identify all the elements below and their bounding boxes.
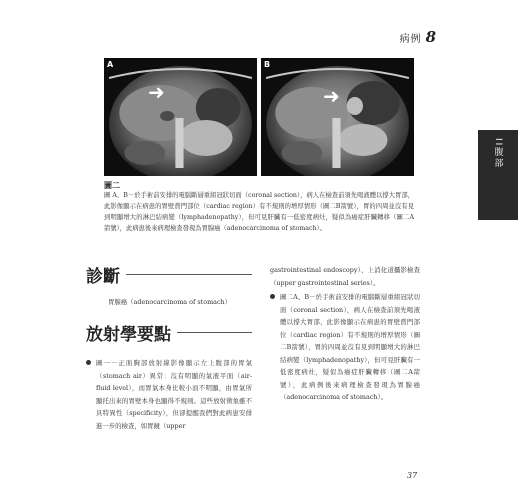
heading-rule — [177, 332, 252, 333]
chapter-side-tab — [478, 130, 518, 220]
radiology-point-1-text: 圖一－正面胸部放射線影像顯示左上腹部的胃氣（stomach air）異常：沒有明顯的氣液平面（air-fluid level），而胃氣本身比較小而不明顯，由胃氣所顯托出來的胃壁本身也顯得不規則。這些放射徵象雖不具特異性（specificity），但卻提醒我們對此病患安排進一步的檢查，如胃鏡（upper — [96, 359, 252, 430]
diagnosis-text: 胃腺癌（adenocarcinoma of stomach） — [108, 298, 232, 306]
radiology-point-2-text: 圖二A、B－於手術前安排的電腦斷層重組冠狀切面（coronal section），病人在檢查前須先喝液體以撐大胃部，此影像顯示在病患的胃壁賁門部位（cardiac region）有不規則的增厚情形（圖二B箭號），胃的四周並沒有見到明顯增大的淋巴結病變（lymphadenopathy），但可見肝臟有一低密度病灶，疑似為癌症肝臟轉移（圖二A箭號），此病例後來病理檢查發現為胃腺癌（adenocarcinoma of stomach）。 — [280, 293, 420, 401]
bullet-icon — [86, 360, 91, 365]
heading-rule — [126, 274, 252, 275]
radiology-heading-row — [86, 320, 252, 345]
ct-scan-image-b — [261, 58, 414, 176]
ct-figure — [104, 58, 414, 176]
diagnosis-heading: 診斷 — [86, 267, 120, 287]
ct-scan-image-a — [104, 58, 257, 176]
right-arrow-icon: ➜ — [148, 80, 165, 104]
right-column — [270, 264, 420, 404]
side-tab-char1: 腹 — [492, 147, 503, 159]
ct-panel-a — [104, 58, 257, 176]
case-label: 病例 — [399, 34, 422, 45]
side-tab-roman: II — [493, 138, 503, 148]
page-number: 37 — [407, 471, 418, 480]
left-column — [86, 262, 252, 432]
panel-a-label: A — [107, 60, 114, 69]
radiology-point-1 — [86, 357, 252, 432]
figure-caption-text: 圖 A、B－於手術前安排的電腦斷層重組冠狀切面（coronal section），病人在檢查前須先喝液體以撐大胃部，此影像顯示在病患的胃壁賁門部位（cardiac region）有不規則的增厚情形（圖二B箭號），胃的四周並沒有見到明顯增大的淋巴結病變（lymphadenopathy），但可見肝臟有一低密度病灶，疑似為癌症肝臟轉移（圖二A箭號），此病患後來病理檢查發現為胃腺癌（adenocarcinoma of stomach）。 — [104, 192, 414, 232]
radiology-point-1-continued: gastrointestinal endoscopy）、上消化道攝影檢查（upper gastrointestinal series）。 — [270, 266, 420, 287]
radiology-heading: 放射學要點 — [86, 325, 171, 345]
side-tab-char2: 部 — [492, 158, 503, 170]
right-arrow-icon: ➜ — [323, 84, 340, 108]
figure-caption-title: 圖二 — [104, 180, 120, 190]
page-header — [400, 28, 436, 46]
bullet-icon — [270, 294, 275, 299]
radiology-point-2 — [270, 291, 420, 404]
case-number: 8 — [425, 28, 436, 46]
panel-b-label: B — [264, 60, 271, 69]
diagnosis-heading-row — [86, 262, 252, 287]
ct-panel-b — [261, 58, 414, 176]
